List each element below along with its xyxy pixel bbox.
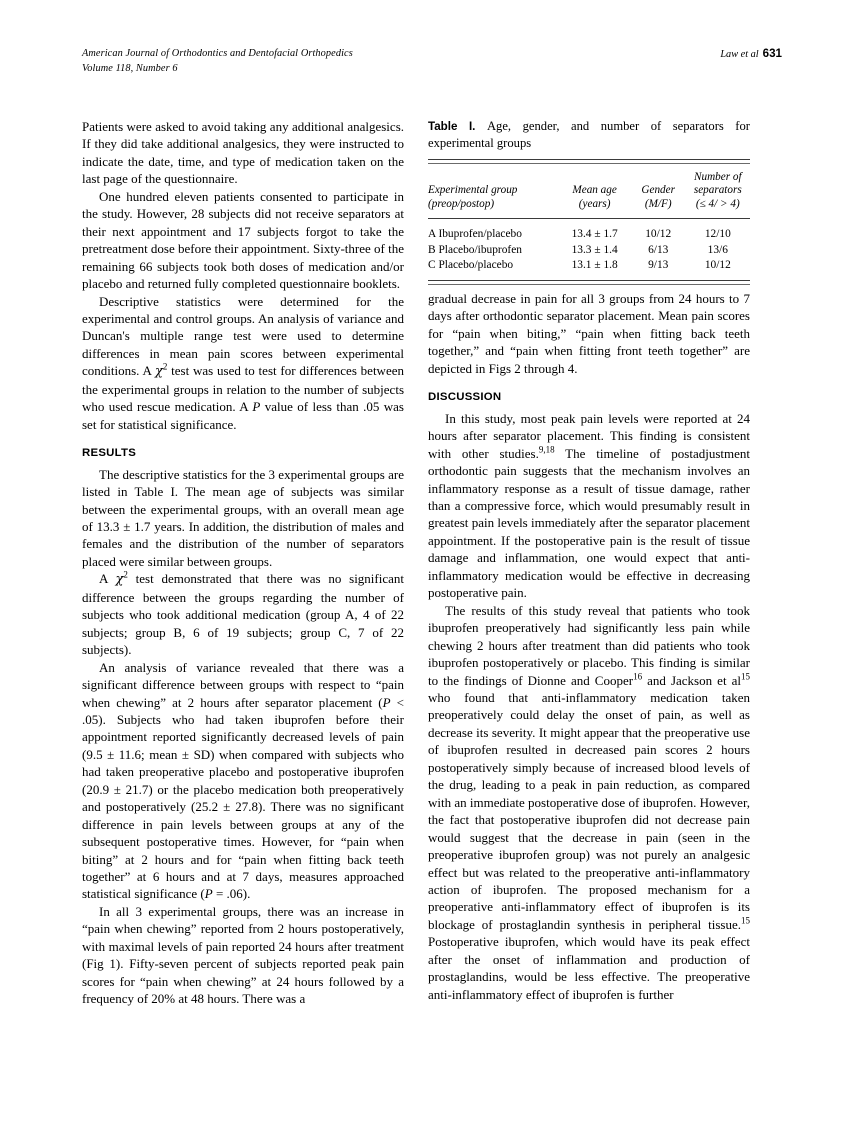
chi-exponent: 2 xyxy=(123,570,128,580)
column-header-group xyxy=(428,171,558,216)
table-number: I. xyxy=(468,120,476,133)
table-caption-text: Age, gender, and number of separators for experimental groups xyxy=(428,119,750,151)
column-header-group-line2: (preop/postop) xyxy=(428,197,495,210)
p-value-italic-2: P xyxy=(204,886,213,902)
column-header-gender-line1: Gender xyxy=(641,184,675,197)
left-column xyxy=(82,118,404,1008)
table-i-body xyxy=(428,227,750,273)
paragraph-enrollment: One hundred eleven patients consented to participate in the study. However, 28 subjects did not receive separators at their next appointment and 17 subjects forgot to take the pretreatment dose before their appointment. Sixty-three of the remaining 66 subjects took both doses of medication and/or placebo and returned fully completed questionnaire booklets. xyxy=(82,188,404,292)
column-header-group-line1: Experimental group xyxy=(428,184,518,197)
chi-exponent: 2 xyxy=(162,362,168,373)
paragraph-statistics xyxy=(82,293,404,434)
table-body xyxy=(428,227,750,273)
discussion-p1-post: The timeline of postadjustment orthodontic pain suggests that the mechanism involves an inflammatory response as a result of tissue damage, rather than a compressive force, which would presumably result in greatest pain levels immediately after the separator placement appointment. If the postoperative pain is the result of tissue damage and inflammation, one would expect that anti-inflammatory medication would be effective in decreasing postoperative pain. xyxy=(428,445,751,601)
chi-symbol: χ xyxy=(115,572,124,588)
stats-text-end: value of less than .05 was set for statistical significance. xyxy=(82,399,404,432)
stats-text-mid: test was used to test for differences between the experimental groups in relation to the number of subjects who used rescue medication. A xyxy=(82,363,404,415)
p-value-italic: P xyxy=(382,694,391,710)
column-header-age-line1: Mean age xyxy=(572,184,617,197)
spacer xyxy=(428,377,750,389)
cell-group: A Ibuprofen/placebo xyxy=(428,228,522,241)
chi-par-pre: A xyxy=(99,571,116,587)
anova-end: = .06). xyxy=(212,886,251,902)
discussion-p2-end: Postoperative ibuprofen, which would have its peak effect after the onset of inflammation and production of prostaglandins, would be less effective. The preoperative anti-inflammatory effect of ibuprofen is further xyxy=(428,934,750,1002)
column-header-gender-line2: (M/F) xyxy=(644,197,672,210)
column-header-age-line2: (years) xyxy=(578,197,611,210)
table-bottom-rule xyxy=(428,280,750,285)
discussion-p1-pre: In this study, most peak pain levels were reported at 24 hours after separator placement. This finding is consistent with other studies. xyxy=(428,410,750,461)
section-heading-results: RESULTS xyxy=(82,447,137,460)
table-head xyxy=(428,171,750,216)
paragraph-study-results xyxy=(428,602,750,1003)
cell-mean-age: 13.4 ± 1.7 xyxy=(571,228,618,241)
cell-gender: 9/13 xyxy=(648,258,669,271)
table-i xyxy=(428,171,750,216)
table-top-rule xyxy=(428,159,750,164)
table-i-block xyxy=(428,118,750,285)
cell-mean-age: 13.1 ± 1.8 xyxy=(571,258,618,271)
paragraph-pain-decrease: gradual decrease in pain for all 3 groups from 24 hours to 7 days after orthodontic separator placement. Mean pain scores for “pain when biting,” “pain when fitting back teeth together,” and “pain when fitting front teeth together” are depicted in Figs 2 through 4. xyxy=(428,291,750,376)
journal-title-line1: American Journal of Orthodontics and Dentofacial Orthopedics xyxy=(82,48,353,59)
reference-marker: 9,18 xyxy=(538,444,555,455)
table-row xyxy=(428,258,750,273)
table-row xyxy=(428,227,750,242)
journal-title xyxy=(82,47,353,76)
cell-group: C Placebo/placebo xyxy=(428,258,514,271)
cell-separators: 10/12 xyxy=(704,258,731,271)
authors-citation: Law et al xyxy=(720,49,759,60)
table-label: Table xyxy=(428,120,458,133)
paragraph-chi-square-test xyxy=(82,570,404,658)
anova-pre: An analysis of variance revealed that there was a significant difference between groups with respect to “pain when chewing” at 2 hours after separator placement ( xyxy=(82,659,404,710)
discussion-p2-mid: and Jackson et al xyxy=(642,672,741,688)
discussion-p2-pre: The results of this study reveal that patients who took ibuprofen preoperatively had significantly less pain while chewing 2 hours after treatment than did patients who took ibuprofen postoperatively or placebo. This finding is similar to the findings of Dionne and Cooper xyxy=(428,602,750,688)
paragraph-analgesics: Patients were asked to avoid taking any additional analgesics. If they did take additional analgesics, they were instructed to indicate the date, time, and type of medication taken on the last page of the questionnaire. xyxy=(82,119,404,187)
cell-mean-age: 13.3 ± 1.4 xyxy=(571,243,618,256)
page-number: 631 xyxy=(762,47,782,60)
right-column xyxy=(428,290,750,1003)
table-caption xyxy=(428,118,750,152)
cell-separators: 13/6 xyxy=(707,243,728,256)
chi-par-post: test demonstrated that there was no significant difference between the groups regarding the number of subjects who took additional medication (group A, 4 of 22 subjects; group B, 6 of 19 subjects; group C, 7 of 22 subjects). xyxy=(82,571,405,658)
stats-text-pre: Descriptive statistics were determined for the experimental and control groups. An analysis of variance and Duncan's multiple range test were used to determine differences in mean pain scores between experimental conditions. A xyxy=(82,293,404,379)
section-heading-discussion: DISCUSSION xyxy=(428,391,502,404)
running-head-right xyxy=(720,47,782,63)
chi-symbol: χ xyxy=(154,364,163,380)
cell-gender: 10/12 xyxy=(645,228,672,241)
column-header-sep-line2: separators xyxy=(693,184,742,197)
running-head xyxy=(82,47,782,81)
paragraph-pain-increase: In all 3 experimental groups, there was an increase in “pain when chewing” reported from 2 hours postoperatively, with maximal levels of pain reported 24 hours after treatment (Fig 1). Fifty-seven percent of subjects reported peak pain scores for “pain when chewing” at 24 hours followed by a frequency of 20% at 48 hours. There was a xyxy=(82,903,404,1007)
column-header-gender xyxy=(631,171,686,216)
paragraph-peak-pain-timeline xyxy=(428,410,750,602)
column-header-sep-line1: Number of xyxy=(694,170,742,183)
anova-post: < .05). Subjects who had taken ibuprofen before their appointment reported significantly decreased levels of pain (9.5 ± 11.6; mean ± SD) when compared with subjects who had taken preoperative placebo and postoperative ibuprofen (20.9 ± 21.7) or the placebo medication both preoperatively and postoperatively (25.2 ± 27.8). There was no significant difference in pain levels between groups at any of the subsequent postoperative times. However, for “pain when biting” at 2 hours and for “pain when fitting back teeth together” at 6 hours and at 7 days, measures approached statistical significance ( xyxy=(82,694,404,902)
table-header-rule xyxy=(428,218,750,219)
column-header-separators xyxy=(686,171,750,216)
cell-gender: 6/13 xyxy=(648,243,669,256)
spacer xyxy=(82,433,404,445)
p-value-italic: P xyxy=(252,399,261,415)
discussion-p2-post: who found that anti-inflammatory medication taken preoperatively could delay the onset of pain, as well as decrease its severity. It might appear that the preoperative use of ibuprofen resulted in decreased pain scores 2 hours postoperatively simply because of increased blood levels of the drug, leading to a peak in pain reduction, as compared with an immediate postoperative dose of ibuprofen. However, the fact that postoperative ibuprofen did not decrease pain would suggest that the decrease in pain (seen in the preoperative ibuprofen group) was not purely an analgesic effect but was related to the preoperative anti-inflammatory action of ibuprofen. The proposed mechanism for a preoperative anti-inflammatory effect of ibuprofen is its blockage of prostaglandin synthesis in peripheral tissue. xyxy=(428,689,750,932)
table-header-row xyxy=(428,171,750,216)
cell-group: B Placebo/ibuprofen xyxy=(428,243,522,256)
journal-volume-line: Volume 118, Number 6 xyxy=(82,62,178,74)
paragraph-descriptive-stats: The descriptive statistics for the 3 experimental groups are listed in Table I. The mean age of subjects was similar between the experimental groups, with an overall mean age of 13.3 ± 1.7 years. In addition, the distribution of males and females and the distribution of the number of separators placed were similar between groups. xyxy=(82,466,404,569)
reference-marker: 15 xyxy=(741,915,750,926)
column-header-mean-age xyxy=(558,171,630,216)
column-header-sep-line3: (≤ 4/ > 4) xyxy=(695,197,740,210)
cell-separators: 12/10 xyxy=(704,228,731,241)
reference-marker: 16 xyxy=(633,671,643,682)
paragraph-anova xyxy=(82,659,404,903)
table-row xyxy=(428,243,750,258)
reference-marker: 15 xyxy=(741,671,750,682)
